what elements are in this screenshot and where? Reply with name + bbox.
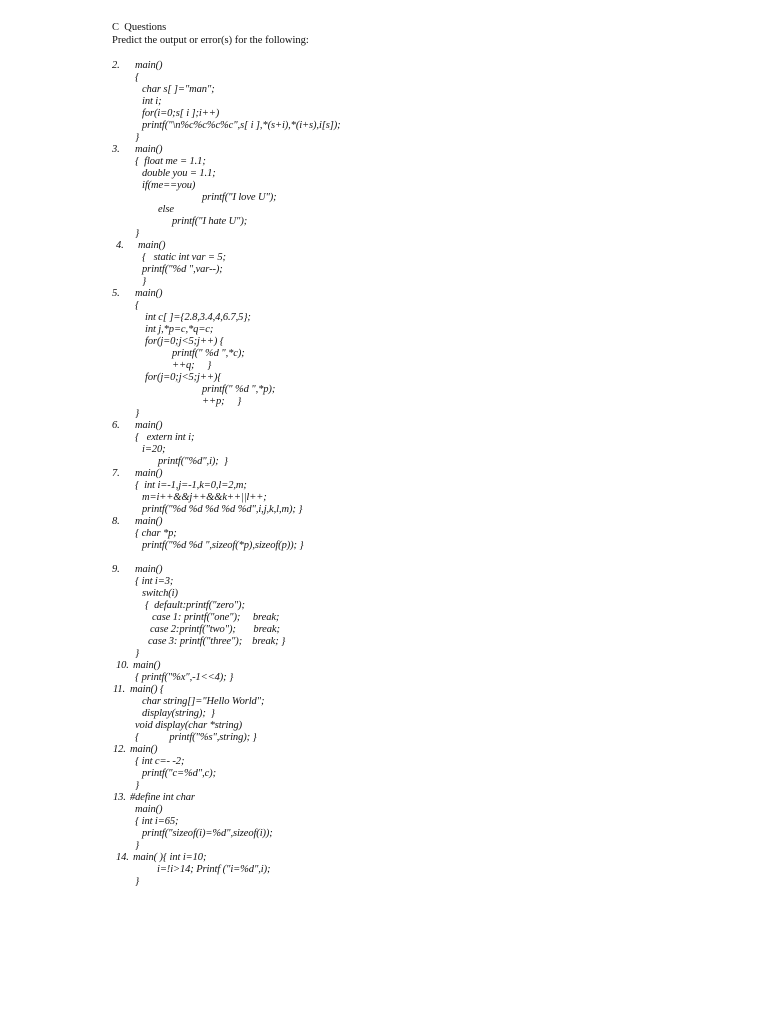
code-line: char s[ ]="man"; xyxy=(142,84,215,95)
question-number: 3. xyxy=(112,144,120,155)
code-line: main( ){ int i=10; xyxy=(133,852,207,863)
code-line: i=20; xyxy=(142,444,166,455)
code-line: main() { xyxy=(130,684,165,695)
code-line: } xyxy=(135,840,140,851)
code-line: #define int char xyxy=(130,792,195,803)
code-line: main() xyxy=(135,420,163,431)
code-line: } xyxy=(135,876,140,887)
code-line: main() xyxy=(135,804,163,815)
code-line: printf("I hate U"); xyxy=(172,216,248,227)
document-instructions: Predict the output or error(s) for the following: xyxy=(112,35,309,46)
code-line: printf(" %d ",*c); xyxy=(172,348,245,359)
code-line: main() xyxy=(135,144,163,155)
code-line: main() xyxy=(135,564,163,575)
code-line: main() xyxy=(135,60,163,71)
code-line: case 3: printf("three"); break; } xyxy=(148,636,286,647)
question-number: 8. xyxy=(112,516,120,527)
code-line: main() xyxy=(135,516,163,527)
code-line: char string[]="Hello World"; xyxy=(142,696,265,707)
code-line: int c[ ]={2.8,3.4,4,6.7,5}; xyxy=(145,312,251,323)
code-line: } xyxy=(135,228,140,239)
code-line: for(j=0;j<5;j++) { xyxy=(145,336,224,347)
code-line: else xyxy=(158,204,174,215)
question-number: 5. xyxy=(112,288,120,299)
code-line: printf("%d %d ",sizeof(*p),sizeof(p)); } xyxy=(142,540,304,551)
code-line: printf("\n%c%c%c%c",s[ i ],*(s+i),*(i+s),i[s]); xyxy=(142,120,341,131)
code-line: main() xyxy=(138,240,166,251)
question-number: 11. xyxy=(113,684,126,695)
document-title: C Questions xyxy=(112,22,167,33)
code-line: { float me = 1.1; xyxy=(135,156,206,167)
question-number: 12. xyxy=(113,744,126,755)
code-line: { char *p; xyxy=(135,528,177,539)
question-number: 13. xyxy=(113,792,126,803)
question-number: 2. xyxy=(112,60,120,71)
code-line: main() xyxy=(135,288,163,299)
code-line: printf("sizeof(i)=%d",sizeof(i)); xyxy=(142,828,273,839)
code-line: { int i=3; xyxy=(135,576,174,587)
code-line: printf("%d ",var--); xyxy=(142,264,223,275)
code-line: int j,*p=c,*q=c; xyxy=(145,324,214,335)
code-line: { static int var = 5; xyxy=(142,252,226,263)
code-line: { int i=-1,j=-1,k=0,l=2,m; xyxy=(135,480,247,491)
code-line: } xyxy=(135,648,140,659)
code-line: { int i=65; xyxy=(135,816,179,827)
code-line: { xyxy=(135,72,140,83)
code-line: { default:printf("zero"); xyxy=(145,600,245,611)
code-line: { xyxy=(135,300,140,311)
question-number: 10. xyxy=(116,660,129,671)
code-line: m=i++&&j++&&k++||l++; xyxy=(142,492,267,503)
code-line: void display(char *string) xyxy=(135,720,243,731)
code-line: if(me==you) xyxy=(142,180,196,191)
code-line: printf("%d",i); } xyxy=(158,456,228,467)
code-line: display(string); } xyxy=(142,708,215,719)
code-line: main() xyxy=(130,744,158,755)
code-line: case 1: printf("one"); break; xyxy=(152,612,280,623)
code-line: for(j=0;j<5;j++){ xyxy=(145,372,222,383)
code-line: switch(i) xyxy=(142,588,178,599)
code-line: int i; xyxy=(142,96,162,107)
code-line: { printf("%x",-1<<4); } xyxy=(135,672,234,683)
code-line: } xyxy=(135,780,140,791)
code-line: case 2:printf("two"); break; xyxy=(150,624,280,635)
code-line: { extern int i; xyxy=(135,432,195,443)
question-number: 7. xyxy=(112,468,120,479)
code-line: } xyxy=(142,276,147,287)
code-line: printf("%d %d %d %d %d",i,j,k,l,m); } xyxy=(142,504,303,515)
code-line: ++q; } xyxy=(172,360,212,371)
code-line: double you = 1.1; xyxy=(142,168,216,179)
question-number: 9. xyxy=(112,564,120,575)
code-line: i=!i>14; Printf ("i=%d",i); xyxy=(157,864,271,875)
question-number: 6. xyxy=(112,420,120,431)
code-line: printf("c=%d",c); xyxy=(142,768,216,779)
code-line: printf(" %d ",*p); xyxy=(202,384,276,395)
code-line: main() xyxy=(135,468,163,479)
code-line: } xyxy=(135,408,140,419)
code-line: main() xyxy=(133,660,161,671)
question-number: 14. xyxy=(116,852,129,863)
code-line: printf("I love U"); xyxy=(202,192,277,203)
code-line: } xyxy=(135,132,140,143)
code-line: ++p; } xyxy=(202,396,242,407)
code-line: { int c=- -2; xyxy=(135,756,185,767)
question-number: 4. xyxy=(116,240,124,251)
code-line: { printf("%s",string); } xyxy=(135,732,257,743)
code-line: for(i=0;s[ i ];i++) xyxy=(142,108,220,119)
